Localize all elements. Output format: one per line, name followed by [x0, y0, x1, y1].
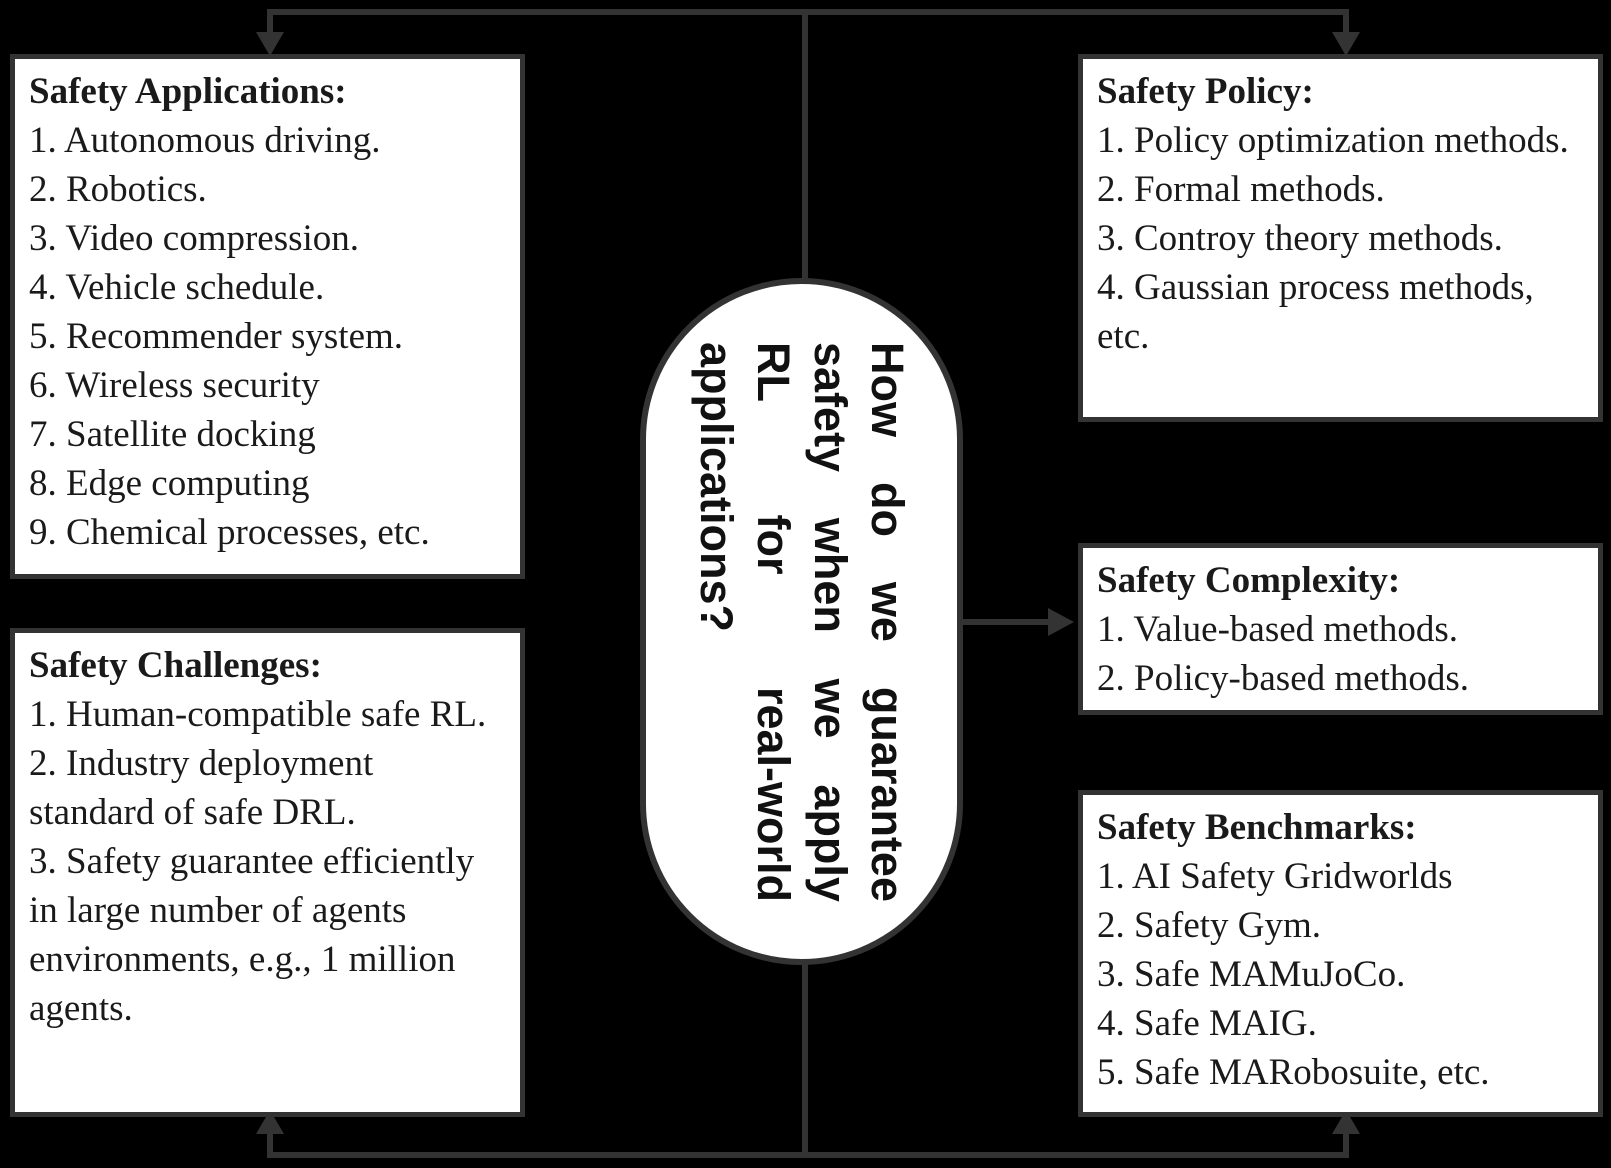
list-item: 3. Safety guarantee efficiently in large number of agents environments, e.g., 1 million agents.: [29, 841, 475, 1029]
question-word: RL: [748, 342, 799, 402]
list-item: 7. Satellite docking: [29, 414, 316, 455]
connector-center-bottom-line: [802, 962, 808, 1155]
box-safety-challenges: [10, 628, 525, 1117]
question-word: apply: [805, 784, 856, 902]
connector-bottom-line: [267, 1152, 1349, 1158]
list-item: 5. Recommender system.: [29, 316, 404, 357]
list-item: 4. Gaussian process methods, etc.: [1097, 267, 1534, 357]
box-items: [29, 116, 506, 557]
list-item: 5. Safe MARobosuite, etc.: [1097, 1052, 1490, 1093]
box-items: [29, 690, 506, 1033]
question-word: do: [862, 481, 913, 537]
question-line: [745, 342, 802, 902]
list-item: 3. Safe MAMuJoCo.: [1097, 954, 1406, 995]
list-item: 3. Video compression.: [29, 218, 360, 259]
connector-bottom-left-stub: [267, 1132, 273, 1155]
box-title: Safety Policy:: [1097, 71, 1314, 112]
box-safety-applications: [10, 54, 525, 579]
box-title: Safety Applications:: [29, 71, 347, 112]
box-title: Safety Benchmarks:: [1097, 807, 1417, 848]
question-word: applications?: [691, 342, 742, 633]
box-items: [1097, 852, 1584, 1097]
connector-complexity-line: [956, 619, 1052, 625]
list-item: 1. Value-based methods.: [1097, 609, 1459, 650]
question-word: we: [805, 678, 856, 739]
list-item: 2. Policy-based methods.: [1097, 658, 1470, 699]
question-word: we: [862, 581, 913, 642]
question-word: How: [862, 342, 913, 437]
list-item: 3. Controy theory methods.: [1097, 218, 1503, 259]
question-word: real-world: [748, 686, 799, 902]
connector-top-line: [267, 9, 1349, 15]
list-item: 1. AI Safety Gridworlds: [1097, 856, 1453, 897]
connector-bottom-right-stub: [1343, 1132, 1349, 1155]
box-safety-benchmarks: [1078, 790, 1603, 1117]
list-item: 1. Policy optimization methods.: [1097, 120, 1569, 161]
list-item: 2. Industry deployment standard of safe DRL.: [29, 743, 374, 833]
question-line: [802, 342, 859, 902]
box-title: Safety Challenges:: [29, 645, 322, 686]
box-safety-policy: [1078, 54, 1603, 422]
question-word: for: [748, 514, 799, 575]
center-question-text: [688, 342, 916, 902]
list-item: 4. Safe MAIG.: [1097, 1003, 1317, 1044]
list-item: 2. Robotics.: [29, 169, 207, 210]
list-item: 1. Human-compatible safe RL.: [29, 694, 487, 735]
box-safety-complexity: [1078, 543, 1603, 715]
question-word: safety: [805, 342, 856, 473]
list-item: 4. Vehicle schedule.: [29, 267, 325, 308]
connector-center-top-line: [802, 9, 808, 281]
list-item: 9. Chemical processes, etc.: [29, 512, 430, 553]
question-word: guarantee: [862, 686, 913, 902]
list-item: 2. Formal methods.: [1097, 169, 1385, 210]
arrow-right-icon: [1048, 608, 1074, 636]
question-word: when: [805, 517, 856, 633]
arrow-down-icon: [256, 32, 284, 56]
box-items: [1097, 605, 1584, 703]
question-line: [859, 342, 916, 902]
list-item: 8. Edge computing: [29, 463, 310, 504]
list-item: 6. Wireless security: [29, 365, 320, 406]
list-item: 1. Autonomous driving.: [29, 120, 381, 161]
box-items: [1097, 116, 1584, 361]
list-item: 2. Safety Gym.: [1097, 905, 1322, 946]
question-line: [688, 342, 745, 902]
box-title: Safety Complexity:: [1097, 560, 1401, 601]
arrow-down-icon: [1332, 32, 1360, 56]
